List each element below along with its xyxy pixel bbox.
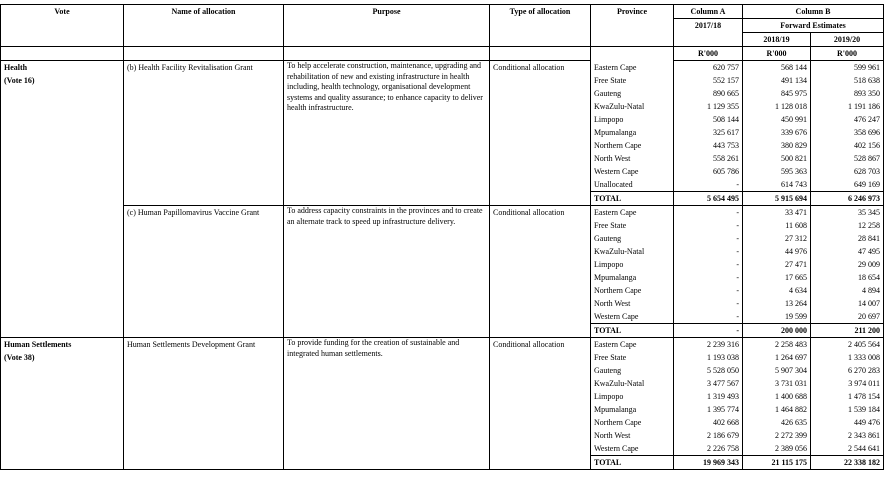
amount-cell: 500 821 xyxy=(743,152,811,165)
amount-cell: - xyxy=(674,206,743,220)
amount-cell: 28 841 xyxy=(811,232,884,245)
total-amount-cell: 5 915 694 xyxy=(743,192,811,206)
header-province: Province xyxy=(591,5,674,47)
province-cell: KwaZulu-Natal xyxy=(591,100,674,113)
province-cell: Unallocated xyxy=(591,178,674,192)
amount-cell: 3 731 031 xyxy=(743,377,811,390)
total-amount-cell: 19 969 343 xyxy=(674,456,743,470)
allocation-type-cell: Conditional allocation xyxy=(490,338,591,470)
province-cell: Free State xyxy=(591,74,674,87)
amount-cell: 1 333 008 xyxy=(811,351,884,364)
unit-cell: R'000 xyxy=(674,47,743,61)
header-vote: Vote xyxy=(1,5,124,47)
amount-cell: 1 400 688 xyxy=(743,390,811,403)
total-amount-cell: 6 246 973 xyxy=(811,192,884,206)
amount-cell: 6 270 283 xyxy=(811,364,884,377)
province-cell: Gauteng xyxy=(591,232,674,245)
amount-cell: 18 654 xyxy=(811,271,884,284)
amount-cell: 599 961 xyxy=(811,61,884,75)
amount-cell: 29 009 xyxy=(811,258,884,271)
amount-cell: 2 239 316 xyxy=(674,338,743,352)
amount-cell: 845 975 xyxy=(743,87,811,100)
vote-cell: Human Settlements (Vote 38) xyxy=(1,338,124,470)
amount-cell: 2 186 679 xyxy=(674,429,743,442)
table-row xyxy=(1,61,884,75)
allocation-name-cell: Human Settlements Development Grant xyxy=(124,338,284,470)
unit-row xyxy=(1,47,884,61)
total-amount-cell: 200 000 xyxy=(743,324,811,338)
amount-cell: 339 676 xyxy=(743,126,811,139)
unit-blank-cell xyxy=(591,47,674,61)
amount-cell: 1 478 154 xyxy=(811,390,884,403)
amount-cell: - xyxy=(674,245,743,258)
amount-cell: 2 389 056 xyxy=(743,442,811,456)
province-cell: Northern Cape xyxy=(591,416,674,429)
province-cell: Western Cape xyxy=(591,442,674,456)
amount-cell: - xyxy=(674,310,743,324)
amount-cell: 4 894 xyxy=(811,284,884,297)
purpose-cell: To help accelerate construction, maintenance, upgrading and rehabilitation of new and existing infrastructure in health including, health technology, organisational development systems and quality assurance; to enhance capacity to deliver health infrastructure. xyxy=(284,61,490,206)
amount-cell: 17 665 xyxy=(743,271,811,284)
total-label-cell: TOTAL xyxy=(591,324,674,338)
amount-cell: 44 976 xyxy=(743,245,811,258)
table-row xyxy=(1,338,884,352)
amount-cell: 47 495 xyxy=(811,245,884,258)
total-label-cell: TOTAL xyxy=(591,456,674,470)
amount-cell: - xyxy=(674,297,743,310)
unit-cell: R'000 xyxy=(743,47,811,61)
amount-cell: - xyxy=(674,258,743,271)
amount-cell: 2 272 399 xyxy=(743,429,811,442)
province-cell: Western Cape xyxy=(591,310,674,324)
amount-cell: 1 193 038 xyxy=(674,351,743,364)
amount-cell: 476 247 xyxy=(811,113,884,126)
header-year-2: 2018/19 xyxy=(743,33,811,47)
amount-cell: 35 345 xyxy=(811,206,884,220)
province-cell: KwaZulu-Natal xyxy=(591,377,674,390)
header-forward-estimates: Forward Estimates xyxy=(743,19,884,33)
total-amount-cell: 21 115 175 xyxy=(743,456,811,470)
total-amount-cell: 5 654 495 xyxy=(674,192,743,206)
amount-cell: 2 544 641 xyxy=(811,442,884,456)
amount-cell: 628 703 xyxy=(811,165,884,178)
amount-cell: 5 528 050 xyxy=(674,364,743,377)
province-cell: Gauteng xyxy=(591,87,674,100)
province-cell: Mpumalanga xyxy=(591,126,674,139)
amount-cell: - xyxy=(674,232,743,245)
province-cell: Free State xyxy=(591,351,674,364)
header-type: Type of allocation xyxy=(490,5,591,47)
amount-cell: 426 635 xyxy=(743,416,811,429)
table-row xyxy=(1,206,884,220)
amount-cell: 518 638 xyxy=(811,74,884,87)
amount-cell: 13 264 xyxy=(743,297,811,310)
amount-cell: 528 867 xyxy=(811,152,884,165)
unit-blank-cell xyxy=(124,47,284,61)
total-amount-cell: 211 200 xyxy=(811,324,884,338)
amount-cell: 3 477 567 xyxy=(674,377,743,390)
amount-cell: 402 668 xyxy=(674,416,743,429)
province-cell: Eastern Cape xyxy=(591,338,674,352)
amount-cell: 2 226 758 xyxy=(674,442,743,456)
amount-cell: - xyxy=(674,271,743,284)
amount-cell: - xyxy=(674,219,743,232)
amount-cell: 1 395 774 xyxy=(674,403,743,416)
amount-cell: 27 312 xyxy=(743,232,811,245)
amount-cell: 325 617 xyxy=(674,126,743,139)
amount-cell: 19 599 xyxy=(743,310,811,324)
header-column-a: Column A xyxy=(674,5,743,19)
amount-cell: 1 464 882 xyxy=(743,403,811,416)
province-cell: Western Cape xyxy=(591,165,674,178)
province-cell: KwaZulu-Natal xyxy=(591,245,674,258)
amount-cell: 620 757 xyxy=(674,61,743,75)
province-cell: Gauteng xyxy=(591,364,674,377)
amount-cell: 4 634 xyxy=(743,284,811,297)
amount-cell: 14 007 xyxy=(811,297,884,310)
amount-cell: 380 829 xyxy=(743,139,811,152)
province-cell: North West xyxy=(591,297,674,310)
unit-blank-cell xyxy=(1,47,124,61)
amount-cell: 890 665 xyxy=(674,87,743,100)
province-cell: Limpopo xyxy=(591,258,674,271)
province-cell: Eastern Cape xyxy=(591,61,674,75)
amount-cell: 1 191 186 xyxy=(811,100,884,113)
header-purpose: Purpose xyxy=(284,5,490,47)
amount-cell: 33 471 xyxy=(743,206,811,220)
amount-cell: 605 786 xyxy=(674,165,743,178)
amount-cell: 12 258 xyxy=(811,219,884,232)
amount-cell: 2 343 861 xyxy=(811,429,884,442)
allocation-type-cell: Conditional allocation xyxy=(490,61,591,206)
amount-cell: 552 157 xyxy=(674,74,743,87)
amount-cell: 491 134 xyxy=(743,74,811,87)
total-label-cell: TOTAL xyxy=(591,192,674,206)
header-column-b: Column B xyxy=(743,5,884,19)
header-year-1: 2017/18 xyxy=(674,19,743,47)
province-cell: Mpumalanga xyxy=(591,271,674,284)
province-cell: Limpopo xyxy=(591,113,674,126)
unit-blank-cell xyxy=(490,47,591,61)
unit-blank-cell xyxy=(284,47,490,61)
allocation-body xyxy=(1,47,884,470)
amount-cell: 443 753 xyxy=(674,139,743,152)
allocation-table xyxy=(0,4,884,470)
amount-cell: 1 129 355 xyxy=(674,100,743,113)
amount-cell: 3 974 011 xyxy=(811,377,884,390)
vote-cell: Health (Vote 16) xyxy=(1,61,124,206)
amount-cell: 649 169 xyxy=(811,178,884,192)
purpose-cell: To address capacity constraints in the provinces and to create an alternate track to speed up infrastructure delivery. xyxy=(284,206,490,338)
province-cell: Mpumalanga xyxy=(591,403,674,416)
province-cell: Limpopo xyxy=(591,390,674,403)
vote-cell xyxy=(1,206,124,338)
amount-cell: 568 144 xyxy=(743,61,811,75)
header-name: Name of allocation xyxy=(124,5,284,47)
amount-cell: 558 261 xyxy=(674,152,743,165)
amount-cell: 1 264 697 xyxy=(743,351,811,364)
header-year-3: 2019/20 xyxy=(811,33,884,47)
amount-cell: 358 696 xyxy=(811,126,884,139)
allocation-name-cell: (b) Health Facility Revitalisation Grant xyxy=(124,61,284,206)
province-cell: Free State xyxy=(591,219,674,232)
amount-cell: 5 907 304 xyxy=(743,364,811,377)
amount-cell: 450 991 xyxy=(743,113,811,126)
province-cell: North West xyxy=(591,152,674,165)
amount-cell: 27 471 xyxy=(743,258,811,271)
amount-cell: 449 476 xyxy=(811,416,884,429)
province-cell: Eastern Cape xyxy=(591,206,674,220)
amount-cell: 1 539 184 xyxy=(811,403,884,416)
amount-cell: 1 319 493 xyxy=(674,390,743,403)
amount-cell: - xyxy=(674,284,743,297)
purpose-cell: To provide funding for the creation of sustainable and integrated human settlements. xyxy=(284,338,490,470)
amount-cell: 402 156 xyxy=(811,139,884,152)
amount-cell: 595 363 xyxy=(743,165,811,178)
amount-cell: 1 128 018 xyxy=(743,100,811,113)
amount-cell: - xyxy=(674,178,743,192)
province-cell: Northern Cape xyxy=(591,139,674,152)
unit-cell: R'000 xyxy=(811,47,884,61)
amount-cell: 614 743 xyxy=(743,178,811,192)
allocation-name-cell: (c) Human Papillomavirus Vaccine Grant xyxy=(124,206,284,338)
amount-cell: 2 258 483 xyxy=(743,338,811,352)
amount-cell: 893 350 xyxy=(811,87,884,100)
amount-cell: 11 608 xyxy=(743,219,811,232)
province-cell: Northern Cape xyxy=(591,284,674,297)
total-amount-cell: 22 338 182 xyxy=(811,456,884,470)
amount-cell: 2 405 564 xyxy=(811,338,884,352)
province-cell: North West xyxy=(591,429,674,442)
amount-cell: 20 697 xyxy=(811,310,884,324)
allocation-type-cell: Conditional allocation xyxy=(490,206,591,338)
amount-cell: 508 144 xyxy=(674,113,743,126)
total-amount-cell: - xyxy=(674,324,743,338)
